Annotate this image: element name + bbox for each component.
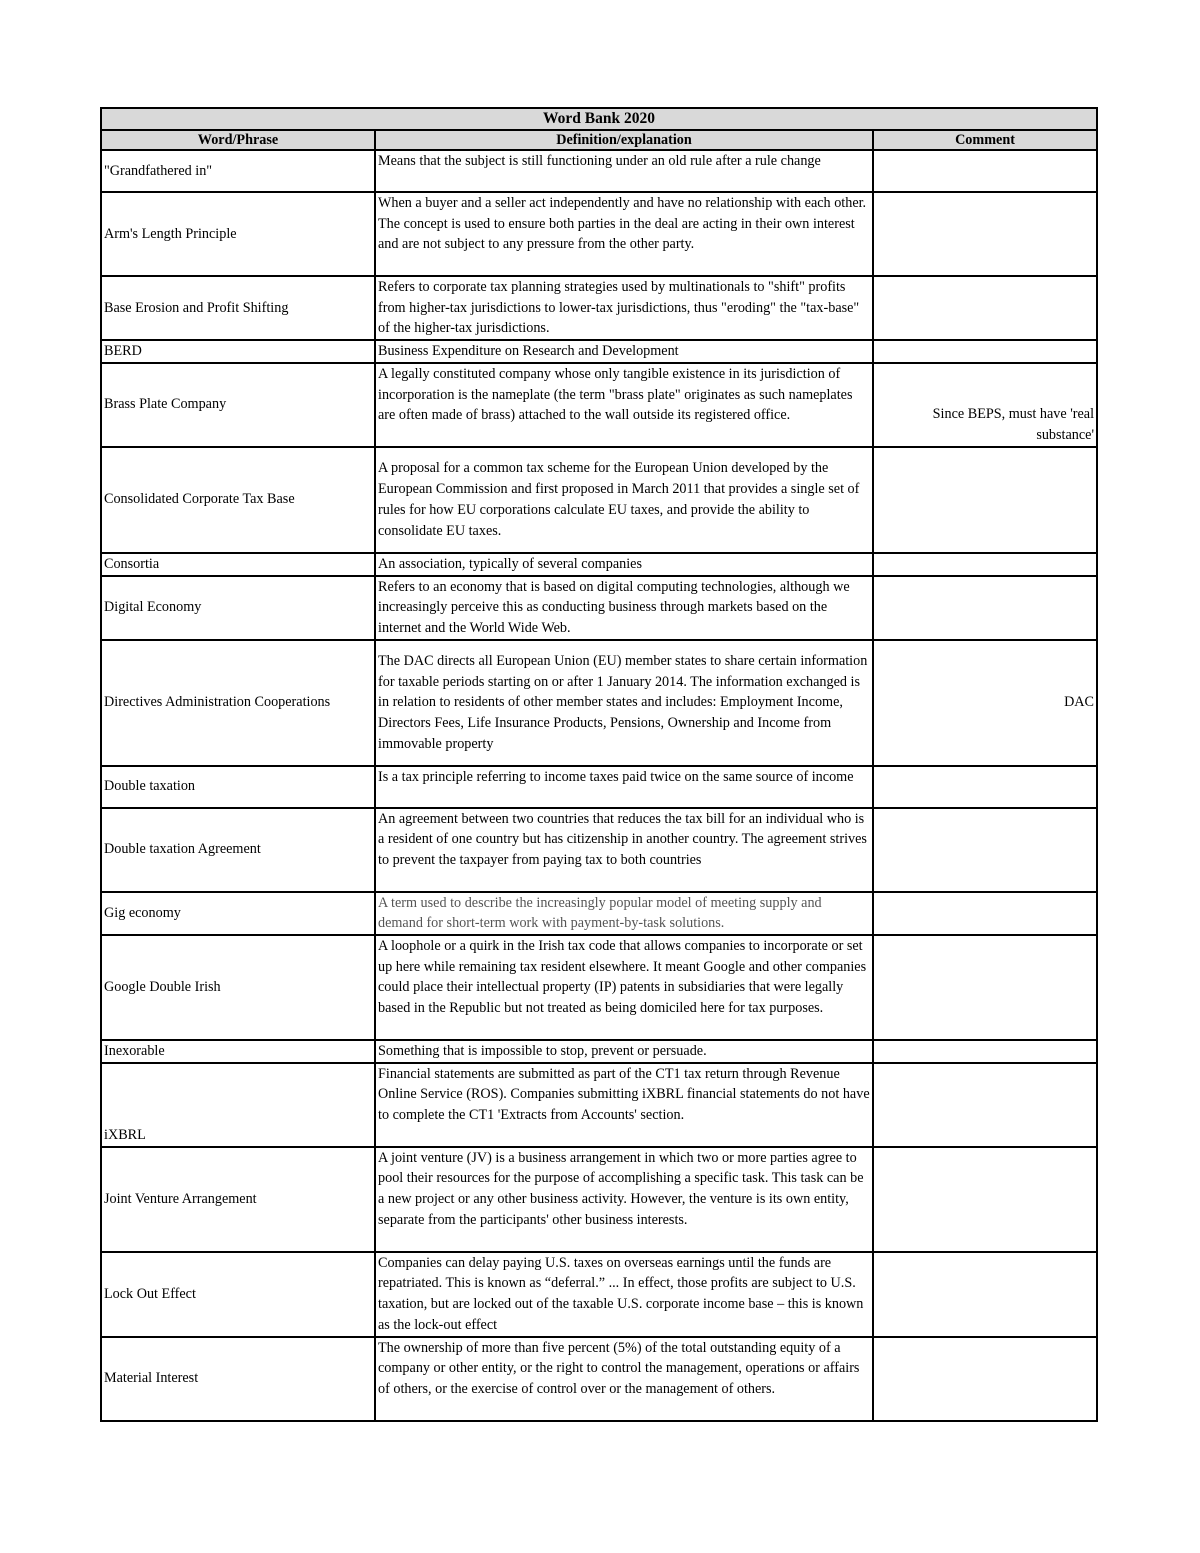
term-cell: Consolidated Corporate Tax Base [101, 447, 375, 553]
definition-cell: An association, typically of several companies [375, 553, 873, 576]
table-row [101, 447, 1097, 553]
definition-cell: Something that is impossible to stop, prevent or persuade. [375, 1040, 873, 1063]
definition-cell: A joint venture (JV) is a business arrangement in which two or more parties agree to pool their resources for the purpose of accomplishing a specific task. This task can be a new project or any other business activity. However, the venture is its own entity, separate from the participants' other business interests. [375, 1147, 873, 1252]
term-cell: iXBRL [101, 1063, 375, 1147]
definition-cell: Refers to an economy that is based on digital computing technologies, although we increasingly perceive this as conducting business through markets based on the internet and the World Wide Web. [375, 576, 873, 640]
table-row [101, 276, 1097, 340]
comment-cell [873, 576, 1097, 640]
table-row [101, 363, 1097, 447]
table-row [101, 640, 1097, 766]
table-row [101, 1063, 1097, 1147]
comment-cell [873, 1040, 1097, 1063]
comment-cell [873, 192, 1097, 276]
term-cell: Double taxation [101, 766, 375, 808]
comment-cell [873, 553, 1097, 576]
table-row [101, 808, 1097, 892]
table-title: Word Bank 2020 [101, 108, 1097, 130]
term-cell: Brass Plate Company [101, 363, 375, 447]
definition-cell: Is a tax principle referring to income taxes paid twice on the same source of income [375, 766, 873, 808]
header-row [101, 130, 1097, 150]
definition-cell: Business Expenditure on Research and Development [375, 340, 873, 363]
term-cell: Material Interest [101, 1337, 375, 1421]
table-row [101, 553, 1097, 576]
title-row [101, 108, 1097, 130]
table-row [101, 1252, 1097, 1337]
column-header-definition: Definition/explanation [375, 130, 873, 150]
definition-cell: The DAC directs all European Union (EU) member states to share certain information for taxable periods starting on or after 1 January 2014. The information exchanged is in relation to residents of other member states and includes: Employment Income, Directors Fees, Life Insurance Products, Pensions, Ownership and Income from immovable property [375, 640, 873, 766]
term-cell: "Grandfathered in" [101, 150, 375, 192]
term-cell: Digital Economy [101, 576, 375, 640]
table-row [101, 1147, 1097, 1252]
definition-cell: A legally constituted company whose only tangible existence in its jurisdiction of incorporation is the nameplate (the term "brass plate" originates as such nameplates are often made of brass) attached to the wall outside its registered office. [375, 363, 873, 447]
term-cell: Joint Venture Arrangement [101, 1147, 375, 1252]
term-cell: Gig economy [101, 892, 375, 935]
word-bank-table [100, 107, 1098, 1422]
comment-cell [873, 1147, 1097, 1252]
comment-cell [873, 150, 1097, 192]
term-cell: Inexorable [101, 1040, 375, 1063]
definition-cell: Financial statements are submitted as part of the CT1 tax return through Revenue Online Service (ROS). Companies submitting iXBRL financial statements do not have to complete the CT1 'Extracts from Accounts' section. [375, 1063, 873, 1147]
table-row [101, 150, 1097, 192]
definition-cell: A term used to describe the increasingly popular model of meeting supply and demand for short-term work with payment-by-task solutions. [375, 892, 873, 935]
comment-cell [873, 1252, 1097, 1337]
table-row [101, 1337, 1097, 1421]
term-cell: Base Erosion and Profit Shifting [101, 276, 375, 340]
comment-cell [873, 935, 1097, 1040]
table-row [101, 892, 1097, 935]
comment-cell [873, 447, 1097, 553]
comment-cell [873, 1063, 1097, 1147]
comment-cell: DAC [873, 640, 1097, 766]
comment-cell [873, 892, 1097, 935]
term-cell: Lock Out Effect [101, 1252, 375, 1337]
definition-cell: A loophole or a quirk in the Irish tax code that allows companies to incorporate or set up here while remaining tax resident elsewhere. It meant Google and other companies could place their intellectual property (IP) patents in subsidiaries that were legally based in the Republic but not treated as being domiciled here for tax purposes. [375, 935, 873, 1040]
comment-cell [873, 1337, 1097, 1421]
term-cell: BERD [101, 340, 375, 363]
definition-cell: Companies can delay paying U.S. taxes on overseas earnings until the funds are repatriated. This is known as “deferral.” ... In effect, those profits are subject to U.S. taxation, but are locked out of the taxable U.S. corporate income base – this is known as the lock-out effect [375, 1252, 873, 1337]
definition-cell: An agreement between two countries that reduces the tax bill for an individual who is a resident of one country but has citizenship in another country. The agreement strives to prevent the taxpayer from paying tax to both countries [375, 808, 873, 892]
table-row [101, 766, 1097, 808]
comment-cell: Since BEPS, must have 'real substance' [873, 363, 1097, 447]
table-row [101, 340, 1097, 363]
table-row [101, 935, 1097, 1040]
term-cell: Consortia [101, 553, 375, 576]
comment-cell [873, 766, 1097, 808]
term-cell: Double taxation Agreement [101, 808, 375, 892]
definition-cell: The ownership of more than five percent (5%) of the total outstanding equity of a company or other entity, or the right to control the management, operations or affairs of others, or the exercise of control over or the management of others. [375, 1337, 873, 1421]
term-cell: Directives Administration Cooperations [101, 640, 375, 766]
table-row [101, 576, 1097, 640]
definition-cell: Means that the subject is still functioning under an old rule after a rule change [375, 150, 873, 192]
column-header-word-phrase: Word/Phrase [101, 130, 375, 150]
definition-cell: Refers to corporate tax planning strategies used by multinationals to "shift" profits from higher-tax jurisdictions to lower-tax jurisdictions, thus "eroding" the "tax-base" of the higher-tax jurisdictions. [375, 276, 873, 340]
comment-cell [873, 808, 1097, 892]
definition-cell: When a buyer and a seller act independently and have no relationship with each other. The concept is used to ensure both parties in the deal are acting in their own interest and are not subject to any pressure from the other party. [375, 192, 873, 276]
table-row [101, 1040, 1097, 1063]
comment-cell [873, 340, 1097, 363]
term-cell: Arm's Length Principle [101, 192, 375, 276]
comment-cell [873, 276, 1097, 340]
table-row [101, 192, 1097, 276]
definition-cell: A proposal for a common tax scheme for the European Union developed by the European Commission and first proposed in March 2011 that provides a single set of rules for how EU corporations calculate EU taxes, and provide the ability to consolidate EU taxes. [375, 447, 873, 553]
column-header-comment: Comment [873, 130, 1097, 150]
term-cell: Google Double Irish [101, 935, 375, 1040]
